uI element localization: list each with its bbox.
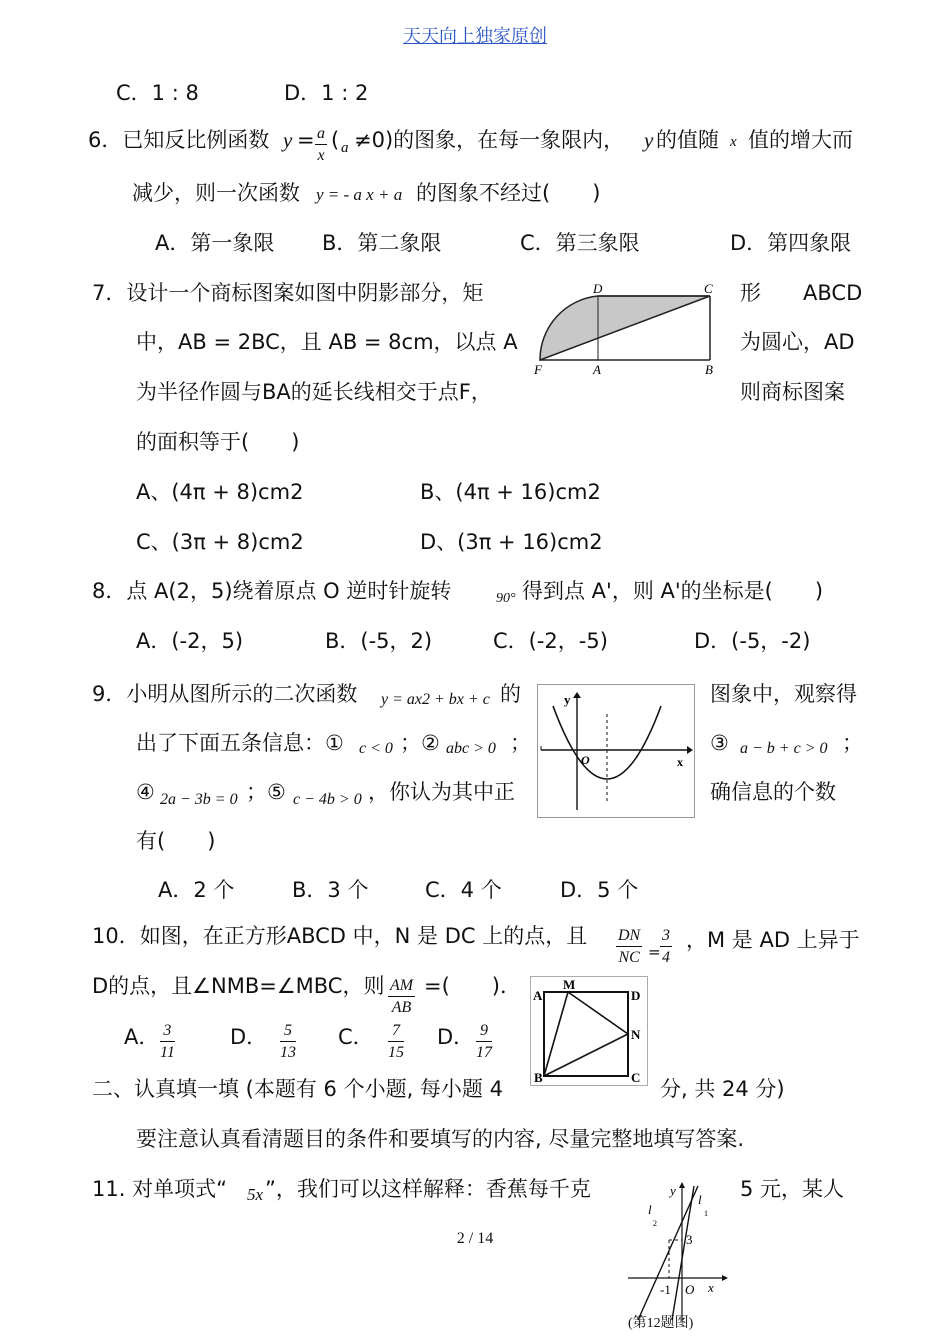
q9-sep-1: ；② <box>400 731 440 755</box>
fig12-label-3: 3 <box>686 1232 693 1247</box>
q7-label-c: C <box>704 284 713 296</box>
q10-option-a-label: A． <box>124 1025 160 1049</box>
q7-option-a: A、(4π + 8)cm2 <box>136 480 304 504</box>
q6-eq-y: y <box>283 128 293 152</box>
fig12-label-x: x <box>708 1280 714 1295</box>
q10-option-c-den: 15 <box>388 1044 404 1061</box>
q7-line-1-right: 形 ABCD <box>740 281 863 305</box>
q7-option-c: C、(3π + 8)cm2 <box>136 530 304 554</box>
q9-cond-5: c − 4b > 0 <box>293 791 362 808</box>
q6-option-a: A．第一象限 <box>155 231 275 255</box>
q6-line-2: 减少，则一次函数 <box>132 181 300 205</box>
q9-parabola-figure <box>537 684 695 818</box>
q9-option-d: D．5 个 <box>560 878 639 902</box>
fig12-label-l2: l <box>648 1202 652 1217</box>
q8-line-1-end: 得到点 A'，则 A'的坐标是( ) <box>522 579 824 603</box>
q6-linear-function: y = - a x + a <box>316 185 403 204</box>
q11-line-1-right: 5 元，某人 <box>740 1177 845 1201</box>
q10-line-1-end: ，M 是 AD 上异于 <box>686 928 860 952</box>
q7-line-4: 的面积等于( ) <box>136 430 300 454</box>
q9-cond-4-marker: ④ <box>136 780 155 804</box>
q8-option-c: C．(-2，-5) <box>493 629 608 653</box>
q10-option-b-num: 5 <box>280 1021 296 1042</box>
section-2-note: 要注意认真看清题目的条件和要填写的内容, 尽量完整地填写答案. <box>136 1127 745 1151</box>
q9-line-1-right: 图象中，观察得 <box>710 682 857 706</box>
q6-frac-den: x <box>317 147 325 164</box>
q10-label-b: B <box>534 1070 543 1085</box>
fig12-label-l1-sub: 1 <box>704 1209 708 1218</box>
q10-option-c-value <box>388 1021 404 1064</box>
q8-line-1: 8．点 A(2，5)绕着原点 O 逆时针旋转 <box>92 579 452 603</box>
q7-option-d: D、(3π + 16)cm2 <box>420 530 603 554</box>
q7-figure <box>528 284 728 380</box>
fig12-label-minus-1: -1 <box>660 1282 671 1297</box>
q9-option-c: C．4 个 <box>425 878 502 902</box>
q7-option-b: B、(4π + 16)cm2 <box>420 480 601 504</box>
q6-x: x <box>730 134 737 150</box>
q7-line-2-right: 为圆心，AD <box>740 330 855 354</box>
q10-option-a-value <box>160 1021 175 1064</box>
q9-line-1-end: 的 <box>500 682 521 706</box>
q6-option-b: B．第二象限 <box>322 231 442 255</box>
q6-eq-sign: = <box>297 128 315 152</box>
q9-sep-2: ； <box>510 731 531 755</box>
q9-cond-3-marker: ③ <box>710 731 729 755</box>
q6-option-d: D．第四象限 <box>730 231 852 255</box>
q10-ratio-value <box>660 926 672 969</box>
page-number: 2 / 14 <box>456 1230 494 1247</box>
q10-option-a-den: 11 <box>160 1044 175 1061</box>
fig12-label-y: y <box>670 1183 676 1198</box>
q10-ratio-den: NC <box>618 949 640 966</box>
q9-line-3-right: 确信息的个数 <box>710 780 836 804</box>
q6-text-3: 值的增大而 <box>748 128 853 152</box>
q8-degree: 90° <box>496 591 516 606</box>
q10-option-a-num: 3 <box>160 1021 175 1042</box>
q9-option-b: B．3 个 <box>292 878 369 902</box>
section-2-title-end: 分, 共 24 分) <box>660 1077 785 1101</box>
q9-cond-2: abc > 0 <box>446 740 496 757</box>
q7-shaded-region <box>540 296 710 360</box>
q6-text-1: 6．已知反比例函数 <box>88 128 270 152</box>
q6-cond-open: ( <box>331 128 340 152</box>
q7-label-a: A <box>593 362 601 377</box>
q10-ratio-num: DN <box>616 926 642 947</box>
q10-label-m: M <box>563 977 576 992</box>
q9-equation: y = ax2 + bx + c <box>381 691 490 708</box>
q10-option-b-label: D． <box>230 1025 268 1049</box>
q10-line-2: D的点，且∠NMB=∠MBC，则 <box>92 974 385 998</box>
q5-option-c: C．1 : 8 <box>116 81 199 105</box>
q10-label-a: A <box>533 988 543 1003</box>
q7-line-1: 7．设计一个商标图案如图中阴影部分，矩 <box>92 281 484 305</box>
q6-line-2-end: 的图象不经过( ) <box>416 181 601 205</box>
fig12-caption: (第12题图) <box>628 1316 694 1331</box>
q10-equals: = <box>648 943 661 961</box>
fig12-line-graph <box>622 1180 732 1330</box>
q11-monomial: 5x <box>247 1185 264 1204</box>
q7-label-b: B <box>705 362 713 377</box>
q8-option-b: B．(-5，2) <box>325 629 433 653</box>
q9-cond-4: 2a − 3b = 0 <box>160 791 238 808</box>
q10-label-c: C <box>631 1070 641 1085</box>
q7-label-d: D <box>593 284 603 296</box>
q9-sep-4: ；⑤ <box>246 780 286 804</box>
q10-line-2-end: =( )． <box>424 974 521 998</box>
q9-label-x: x <box>677 755 683 769</box>
q10-target-num: AM <box>388 976 415 997</box>
q10-label-n: N <box>631 1027 641 1042</box>
q10-target-fraction <box>388 976 415 1019</box>
q9-cond-3: a − b + c > 0 <box>740 740 828 757</box>
q9-line-3: ，你认为其中正 <box>368 780 515 804</box>
fig12-label-o: O <box>685 1282 695 1297</box>
fig12-label-l2-sub: 2 <box>653 1219 657 1228</box>
q10-option-c-label: C． <box>338 1025 374 1049</box>
q8-option-d: D．(-5，-2) <box>694 629 811 653</box>
q11-line-1: 11. 对单项式“ <box>92 1177 227 1201</box>
q10-option-d-value <box>476 1021 492 1064</box>
q8-option-a: A．(-2，5) <box>136 629 244 653</box>
q6-cond-rest: ≠0)的图象，在每一象限内， <box>354 128 625 152</box>
fig12-line-l1 <box>672 1186 694 1320</box>
q7-label-f: F <box>534 362 542 377</box>
q7-line-3-right: 则商标图案 <box>740 380 845 404</box>
q6-cond-a: a <box>341 140 349 156</box>
q9-cond-1: c < 0 <box>359 740 393 757</box>
q9-option-a: A．2 个 <box>158 878 235 902</box>
q6-option-c: C．第三象限 <box>520 231 640 255</box>
q9-line-1: 9．小明从图所示的二次函数 <box>92 682 358 706</box>
q10-option-c-num: 7 <box>388 1021 404 1042</box>
q6-y: y <box>644 128 654 152</box>
q10-option-d-num: 9 <box>476 1021 492 1042</box>
q9-label-o: O <box>581 753 590 767</box>
fig12-label-l1: l <box>698 1192 702 1207</box>
section-2-title: 二、认真填一填 (本题有 6 个小题, 每小题 4 <box>92 1077 503 1101</box>
q10-label-d: D <box>631 988 641 1003</box>
q10-option-b-den: 13 <box>280 1044 296 1061</box>
q6-fraction <box>315 124 327 167</box>
q10-option-d-label: D． <box>437 1025 475 1049</box>
page-header: 天天向上独家原创 <box>403 26 547 47</box>
q10-value-den: 4 <box>662 949 670 966</box>
q9-sep-3: ； <box>842 731 863 755</box>
q7-line-3: 为半径作圆与BA的延长线相交于点F， <box>136 380 492 404</box>
q6-text-2: 的值随 <box>656 128 719 152</box>
q9-label-y: y <box>564 692 571 707</box>
q10-ratio-fraction <box>616 926 642 969</box>
fig12-line-l2 <box>638 1186 698 1320</box>
q11-line-1-end: ”，我们可以这样解释：香蕉每千克 <box>265 1177 591 1201</box>
q10-option-b-value <box>280 1021 296 1064</box>
q10-line-1: 10．如图，在正方形ABCD 中，N 是 DC 上的点，且 <box>92 924 588 948</box>
q9-line-2: 出了下面五条信息：① <box>136 731 344 755</box>
q7-line-2: 中，AB = 2BC，且 AB = 8cm，以点 A <box>136 330 518 354</box>
q10-square-figure <box>530 976 648 1086</box>
q6-frac-num: a <box>315 124 327 145</box>
q10-option-d-den: 17 <box>476 1044 492 1061</box>
q10-target-den: AB <box>391 999 412 1016</box>
q9-line-4: 有( ) <box>136 829 216 853</box>
q10-value-num: 3 <box>660 926 672 947</box>
q5-option-d: D．1 : 2 <box>284 81 369 105</box>
